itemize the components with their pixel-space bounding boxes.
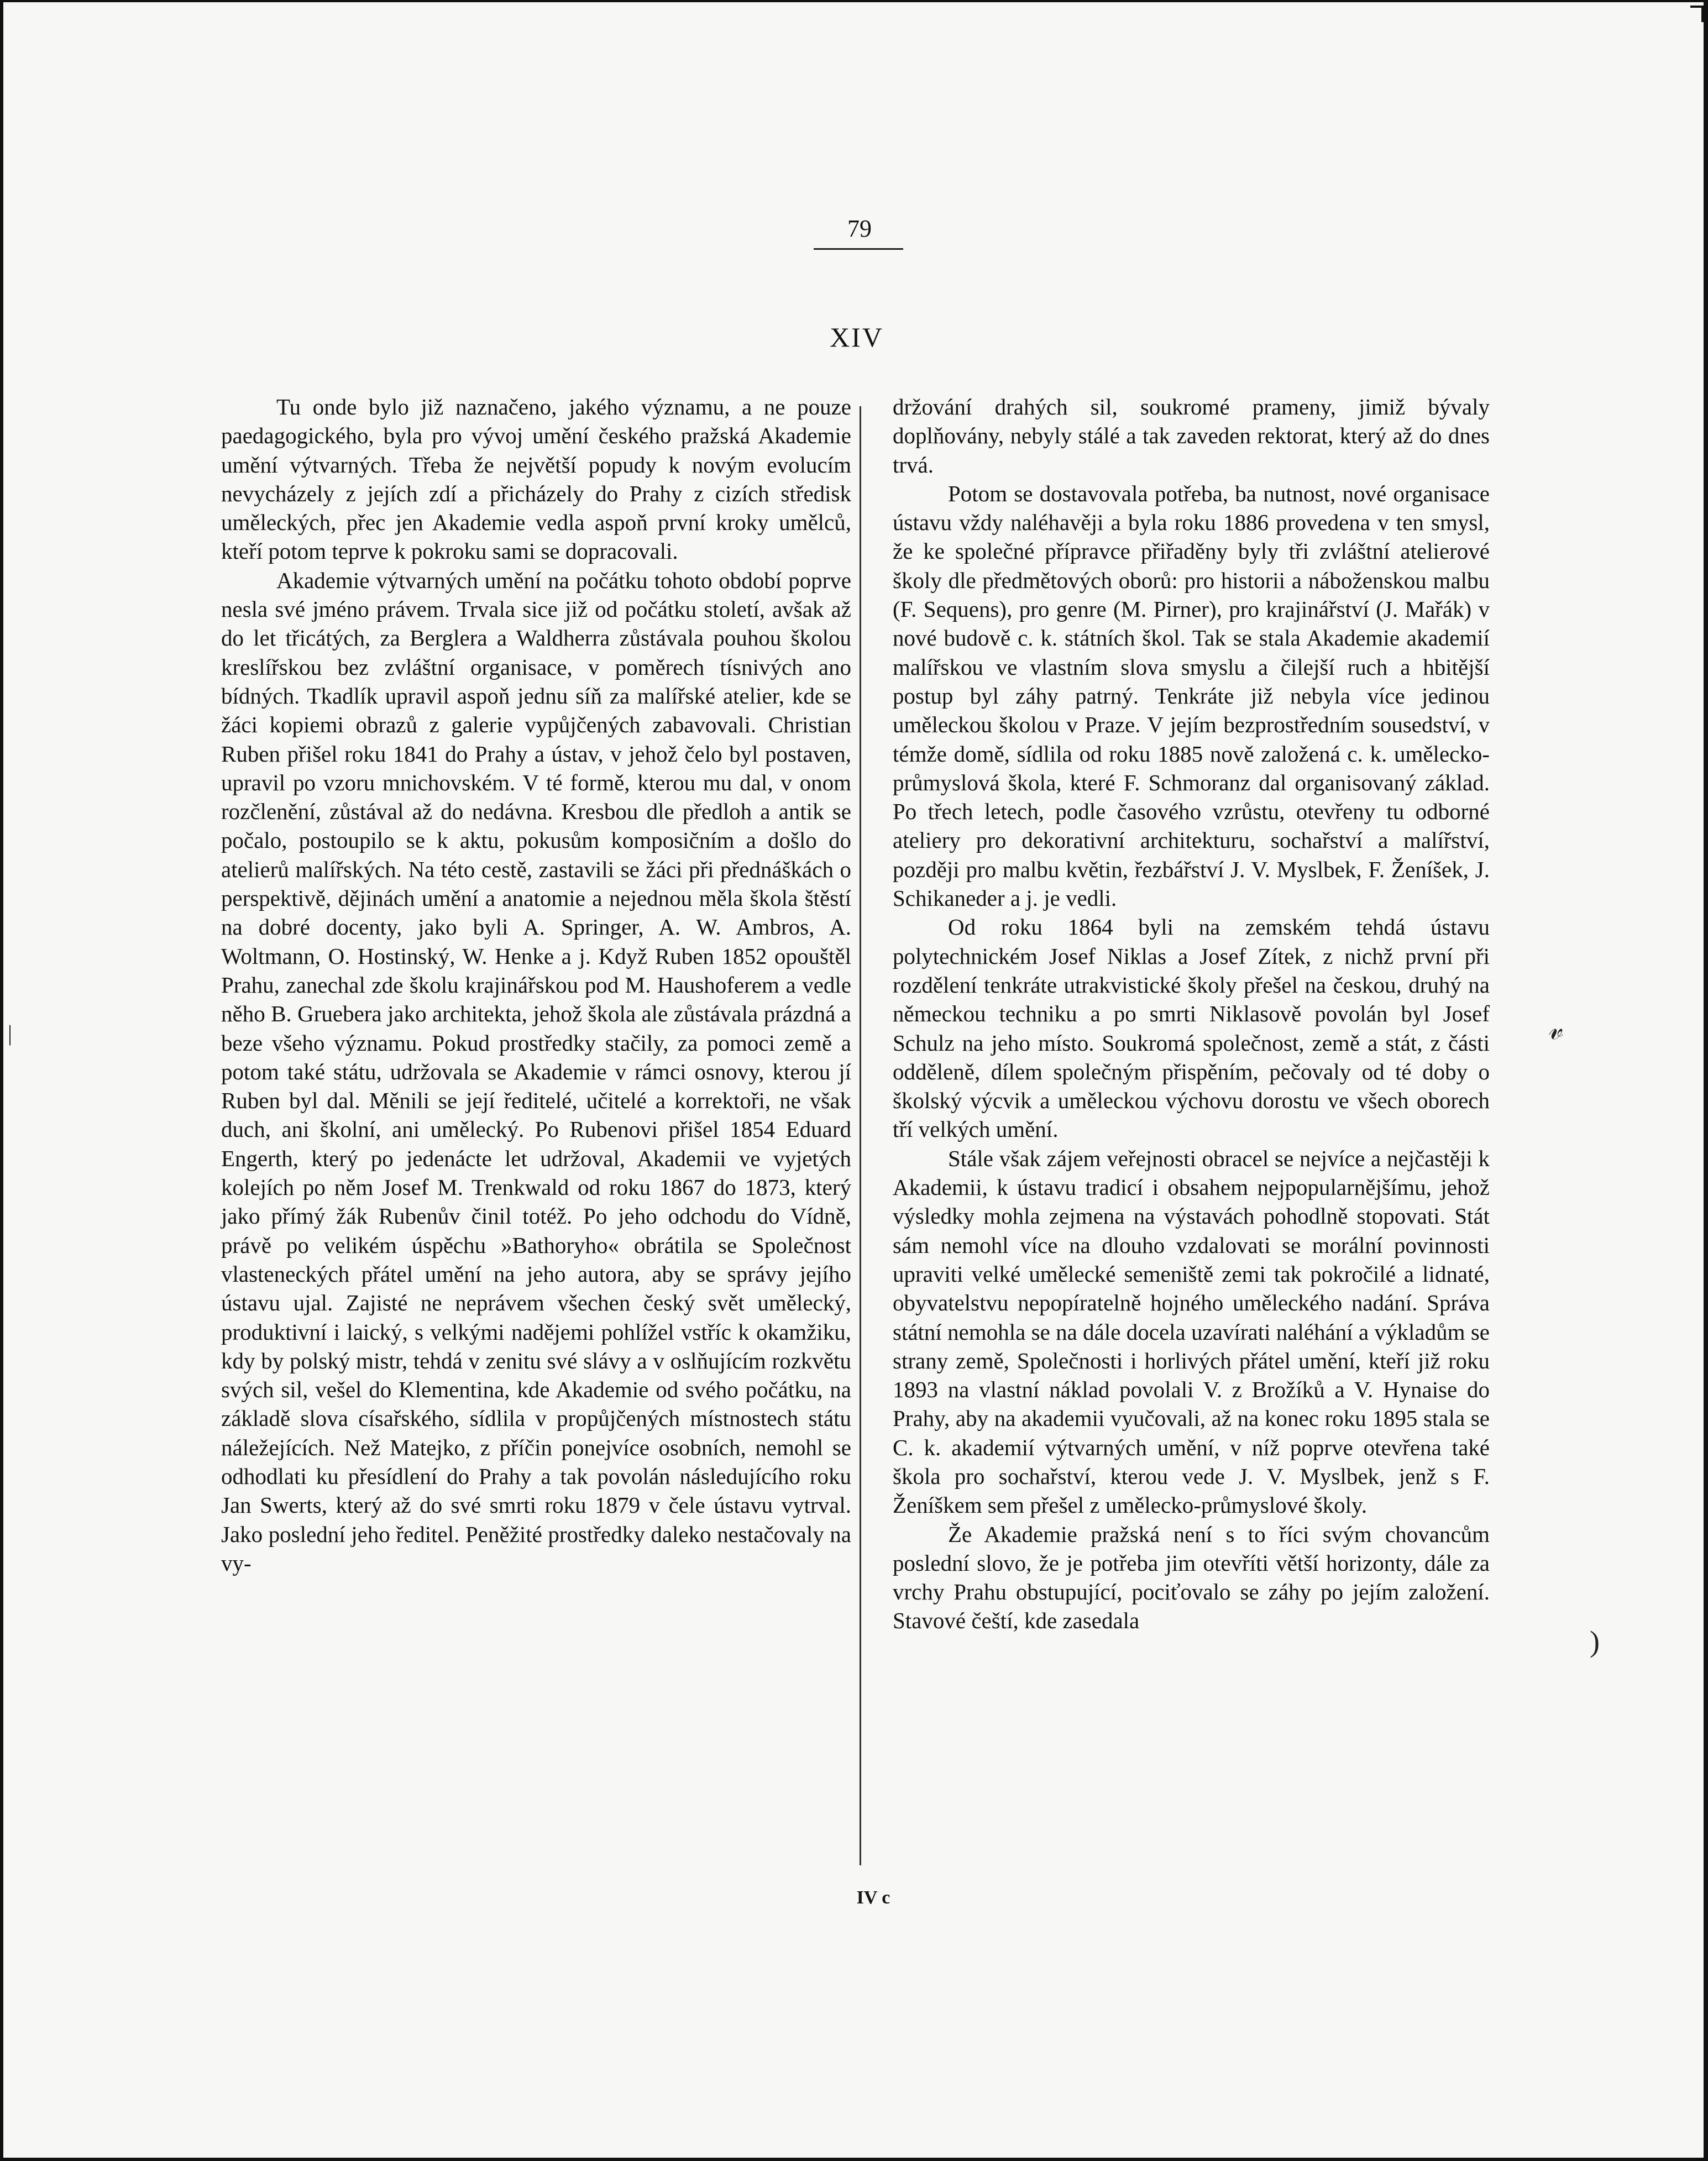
page-number-rule [814, 248, 903, 250]
margin-pencil-mark-left: | [8, 1021, 13, 1046]
right-paragraph-4: Stále však zájem veřejnosti obracel se nejvíce a nejčastěji k Akademii, k ústavu tradicí i obsahem nejpopularnějšímu, jehož výsledky mohla zejmena na výstavách pohodlně stopovati. Stát sám nemohl více na dlouho vzdalovati se morální povinnosti upraviti velké umělecké semeniště zemi tak pokročilé a lidnaté, obyvatelstvu nepopíratelně hojného uměleckého nadání. Správa státní nemohla se na dále docela uzavírati naléhání a výkladům se strany země, Společnosti i horlivých přátel umění, kteří již roku 1893 na vlastní náklad povolali V. z Brožíků a V. Hynaise do Prahy, aby na akademii vyučovali, až na konec roku 1895 stala se C. k. akademií výtvarných umění, v níž poprve otevřena také škola pro sochařství, kterou vede J. V. Myslbek, jenž s F. Ženíškem sem přešel z umělecko-průmyslové školy. [893, 1145, 1490, 1518]
left-paragraph-1: Tu onde bylo již naznačeno, jakého významu, a ne pouze paedagogického, byla pro vývoj umění českého pražská Akademie umění výtvarných. Třeba že největší popudy k novým evolucím nevycházely z jejích zdí a přicházely do Prahy z cizích středisk uměleckých, přec jen Akademie vedla aspoň první kroky umělců, kteří potom teprve k pokroku sami se dopracovali. [221, 394, 851, 564]
page-number: 79 [847, 215, 872, 242]
scan-border-right [1704, 0, 1708, 2161]
left-column [221, 392, 851, 1577]
scan-border-top [0, 0, 1708, 2]
margin-pencil-mark-lower: ) [1590, 1625, 1600, 1658]
right-paragraph-2: Potom se dostavovala potřeba, ba nutnost, nové organisace ústavu vždy naléhavěji a byla roku 1886 provedena v ten smysl, že ke společné přípravce přiřaděny byly tři zvláštní atelierové školy dle předmětových oborů: pro historii a náboženskou malbu (F. Sequens), pro genre (M. Pirner), pro krajinářství (J. Mařák) v nové budově c. k. státních škol. Tak se stala Akademie akademií malířskou ve vlastním slova smyslu a čilejší ruch a hbitější postup byl záhy patrný. Tenkráte již nebyla více jedinou uměleckou školou v Praze. V jejím bezprostředním sousedství, v témže domě, sídlila od roku 1885 nově založená c. k. umělecko-průmyslová škola, které F. Schmoranz dal organisovaný základ. Po třech letech, podle časového vzrůstu, otevřeny tu odborné ateliery pro dekorativní architekturu, sochařství a malířství, později pro malbu květin, řezbářství J. V. Myslbek, F. Ženíšek, J. Schikaneder a j. je vedli. [893, 480, 1490, 911]
right-paragraph-3: Od roku 1864 byli na zemském tehdá ústavu polytechnickém Josef Niklas a Josef Zítek, z nichž první při rozdělení tenkráte utrakvistické školy přešel na českou, druhý na německou techniku a po smrti Niklasově povolán byl Josef Schulz na jeho místo. Soukromá společnost, země a stát, z části odděleně, dílem společným přispěním, pečovaly od té doby o školský výcvik a uměleckou výchovu dorostu ve všech oborech tří velkých umění. [893, 914, 1490, 1142]
scan-border-bottom [0, 2158, 1708, 2161]
chapter-heading: XIV [830, 322, 884, 353]
right-paragraph-1: držování drahých sil, soukromé prameny, jimiž bývaly doplňovány, nebyly stálé a tak zaveden rektorat, který až do dnes trvá. [893, 394, 1490, 478]
crop-mark [1690, 6, 1704, 22]
scan-border-left [0, 0, 3, 2161]
margin-pencil-mark-upper: 𝓋 [1549, 1013, 1564, 1046]
right-paragraph-5: Že Akademie pražská není s to říci svým chovancům poslední slovo, že je potřeba jim otevříti větší horizonty, dále za vrchy Prahu obstupující, pociťovalo se záhy po jejím založení. Stavové čeští, kde zasedala [893, 1521, 1490, 1634]
column-divider [860, 406, 861, 1865]
left-paragraph-2: Akademie výtvarných umění na počátku tohoto období poprve nesla své jméno právem. Trvala sice již od počátku století, avšak až do let třicátých, za Berglera a Waldherra zůstávala pouhou školou kreslířskou bez zvláštní organisace, v poměrech tísnivých ano bídných. Tkadlík upravil aspoň jednu síň za malířské atelier, kde se žáci kopiemi obrazů z galerie vypůjčených zabavovali. Christian Ruben přišel roku 1841 do Prahy a ústav, v jehož čelo byl postaven, upravil po vzoru mnichovském. V té formě, kterou mu dal, v onom rozčlenění, zůstával až do nedávna. Kresbou dle předloh a antik se počalo, postoupilo se k aktu, pokusům komposičním a došlo do atelierů malířských. Na této cestě, zastavili se žáci při přednáškách o perspektivě, dějinách umění a anatomie a nejednou měla škola štěstí na dobré docenty, jako byli A. Springer, A. W. Ambros, A. Woltmann, O. Hostinský, W. Henke a j. Když Ruben 1852 opouštěl Prahu, zanechal zde školu krajinářskou pod M. Haushoferem a vedle něho B. Gruebera jako architekta, jehož škola ale zůstávala prázdná a beze všeho významu. Pokud prostředky stačily, za pomoci země a potom také státu, udržovala se Akademie v rámci osnovy, kterou jí Ruben byl dal. Měnili se její ředitelé, učitelé a korrektoři, ne však duch, ani školní, ani umělecký. Po Rubenovi přišel 1854 Eduard Engerth, který po jedenácte let udržoval, Akademii ve vyjetých kolejích po něm Josef M. Trenkwald od roku 1867 do 1873, který jako přímý žák Rubenův činil totéž. Po jeho odchodu do Vídně, právě po velikém úspěchu »Bathoryho« obrátila se Společnost vlasteneckých přátel umění na jeho autora, aby se správy jejího ústavu ujal. Zajisté ne neprávem všechen český svět umělecký, produktivní i laický, s velkými nadějemi pohlížel vstříc k okamžiku, kdy by polský mistr, tehdá v zenitu své slávy a v oslňujícím rozkvětu svých sil, vešel do Klementina, kde Akademie od svého počátku, na základě slova císařského, sídlila v propůjčených místnostech státu náležejících. Než Matejko, z příčin ponejvíce osobních, nemohl se odhodlati ku přesídlení do Prahy a tak povolán následujícího roku Jan Swerts, který až do své smrti roku 1879 v čele ústavu vytrval. Jako poslední jeho ředitel. Peněžité prostředky daleko nestačovaly na vy- [221, 567, 851, 1576]
printer-signature-mark: IV c [856, 1887, 890, 1908]
right-column [893, 392, 1490, 1635]
